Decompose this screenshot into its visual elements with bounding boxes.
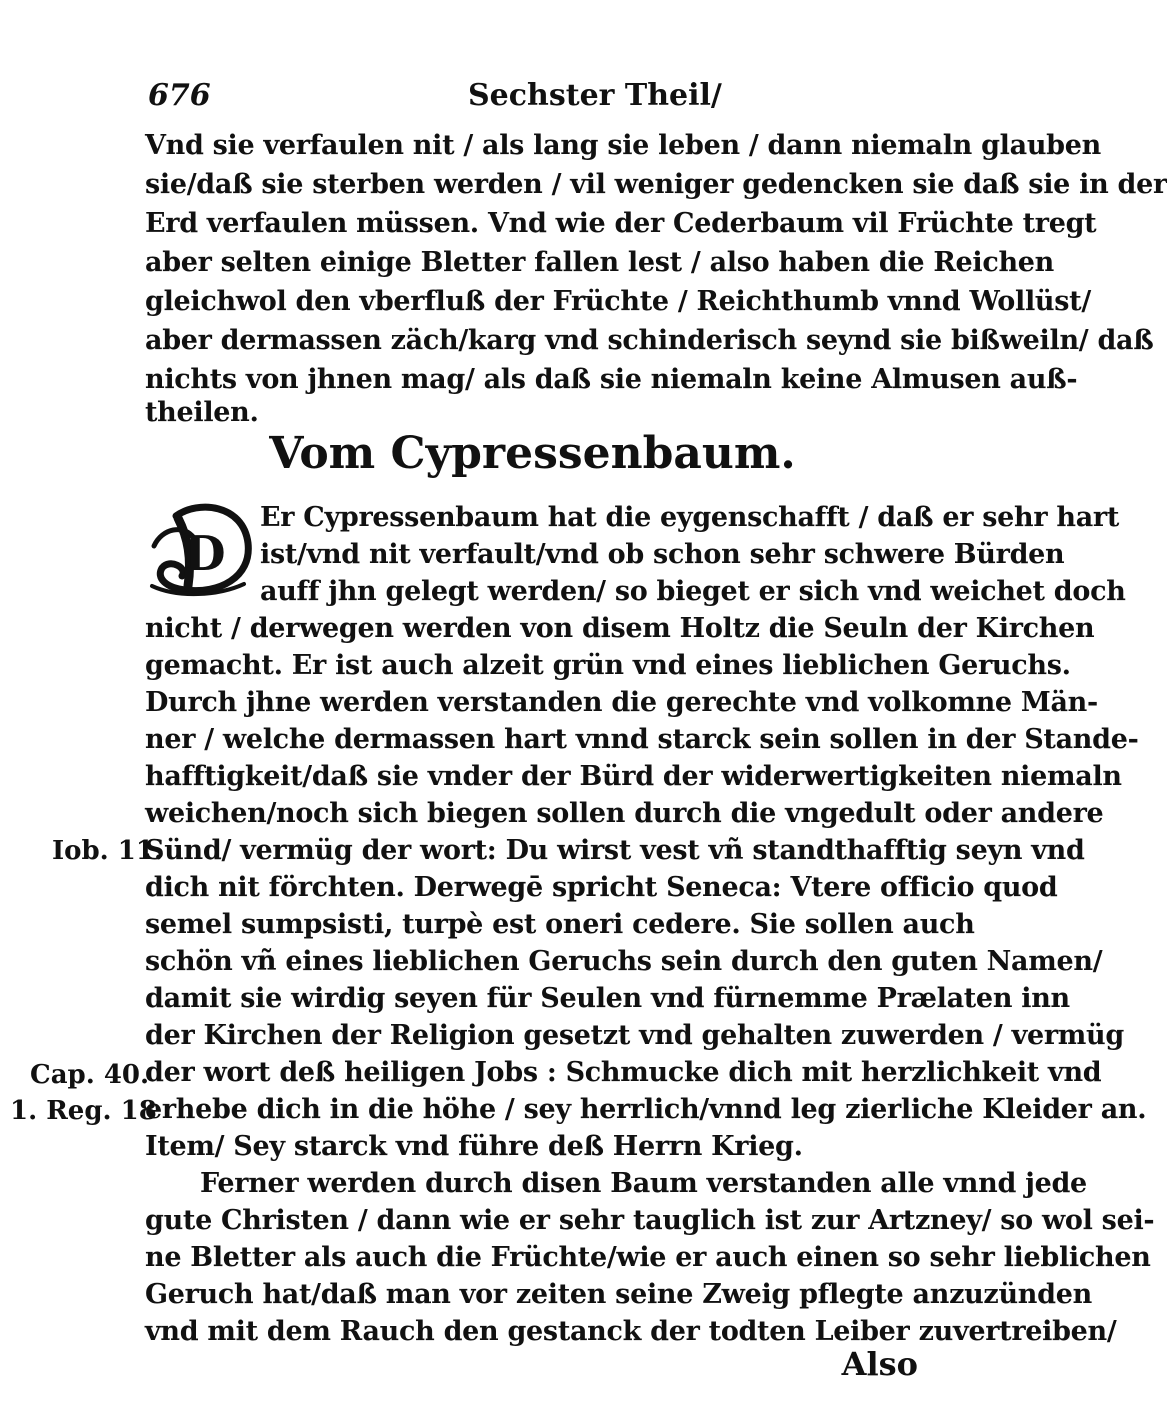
drop-cap-initial bbox=[148, 498, 258, 598]
margin-note-job: Iob. 11. bbox=[52, 836, 164, 866]
text-line: gleichwol den vberfluß der Früchte / Reichthumb vnnd Wollüst/ bbox=[145, 286, 1091, 317]
text-line: dich nit förchten. Derwegē spricht Seneca: Vtere officio quod bbox=[145, 872, 1058, 903]
text-line: aber dermassen zäch/karg vnd schinderisch seynd sie bißweiln/ daß bbox=[145, 325, 1154, 356]
text-line: sie/daß sie sterben werden / vil weniger gedencken sie daß sie in der bbox=[145, 169, 1167, 200]
text-line: vnd mit dem Rauch den gestanck der todten Leiber zuvertreiben/ bbox=[145, 1316, 1117, 1347]
text-line: Ferner werden durch disen Baum verstanden alle vnnd jede bbox=[200, 1168, 1087, 1199]
text-line: Erd verfaulen müssen. Vnd wie der Cederbaum vil Früchte tregt bbox=[145, 208, 1097, 239]
page-header bbox=[140, 78, 920, 118]
text-line: gemacht. Er ist auch alzeit grün vnd eines lieblichen Geruchs. bbox=[145, 650, 1071, 681]
text-line: semel sumpsisti, turpè est oneri cedere. Sie sollen auch bbox=[145, 909, 975, 940]
text-line: gute Christen / dann wie er sehr tauglich ist zur Artzney/ so wol sei- bbox=[145, 1205, 1155, 1236]
text-line: weichen/noch sich biegen sollen durch die vngedult oder andere bbox=[145, 798, 1104, 829]
text-line: Item/ Sey starck vnd führe deß Herrn Krieg. bbox=[145, 1131, 803, 1162]
text-line: aber selten einige Bletter fallen lest / also haben die Reichen bbox=[145, 247, 1055, 278]
text-line: Er Cypressenbaum hat die eygenschafft / daß er sehr hart bbox=[260, 502, 1119, 533]
text-line: nichts von jhnen mag/ als daß sie niemaln keine Almusen auß- bbox=[145, 364, 1078, 395]
section-heading: Vom Cypressenbaum. bbox=[269, 428, 796, 479]
text-line: Durch jhne werden verstanden die gerechte vnd volkomne Män- bbox=[145, 687, 1098, 718]
running-title: Sechster Theil/ bbox=[468, 78, 722, 113]
text-line: Vnd sie verfaulen nit / als lang sie leben / dann niemaln glauben bbox=[145, 130, 1101, 161]
text-line: Sünd/ vermüg der wort: Du wirst vest vñ standthafftig seyn vnd bbox=[145, 835, 1085, 866]
text-line: schön vñ eines lieblichen Geruchs sein durch den guten Namen/ bbox=[145, 946, 1103, 977]
text-line: der Kirchen der Religion gesetzt vnd gehalten zuwerden / vermüg bbox=[145, 1020, 1124, 1051]
text-line: nicht / derwegen werden von disem Holtz die Seuln der Kirchen bbox=[145, 613, 1095, 644]
margin-note-reg: 1. Reg. 18 bbox=[10, 1096, 157, 1126]
text-line: auff jhn gelegt werden/ so bieget er sich vnd weichet doch bbox=[260, 576, 1126, 607]
catchword: Also bbox=[841, 1345, 918, 1383]
text-line: hafftigkeit/daß sie vnder der Bürd der widerwertigkeiten niemaln bbox=[145, 761, 1122, 792]
drop-cap-ornament bbox=[148, 498, 258, 598]
text-line: Geruch hat/daß man vor zeiten seine Zweig pflegte anzuzünden bbox=[145, 1279, 1092, 1310]
text-line: ner / welche dermassen hart vnnd starck sein sollen in der Stande- bbox=[145, 724, 1139, 755]
text-line: der wort deß heiligen Jobs : Schmucke dich mit herzlichkeit vnd bbox=[145, 1057, 1102, 1088]
text-line: ne Bletter als auch die Früchte/wie er auch einen so sehr lieblichen bbox=[145, 1242, 1151, 1273]
text-line: damit sie wirdig seyen für Seulen vnd fürnemme Prælaten inn bbox=[145, 983, 1070, 1014]
text-line: ist/vnd nit verfault/vnd ob schon sehr schwere Bürden bbox=[260, 539, 1065, 570]
page-number: 676 bbox=[148, 78, 211, 113]
margin-note-cap: Cap. 40. bbox=[30, 1060, 150, 1090]
text-line: erhebe dich in die höhe / sey herrlich/vnnd leg zierliche Kleider an. bbox=[145, 1094, 1147, 1125]
text-line: theilen. bbox=[145, 397, 259, 428]
svg-text:D: D bbox=[184, 526, 226, 582]
